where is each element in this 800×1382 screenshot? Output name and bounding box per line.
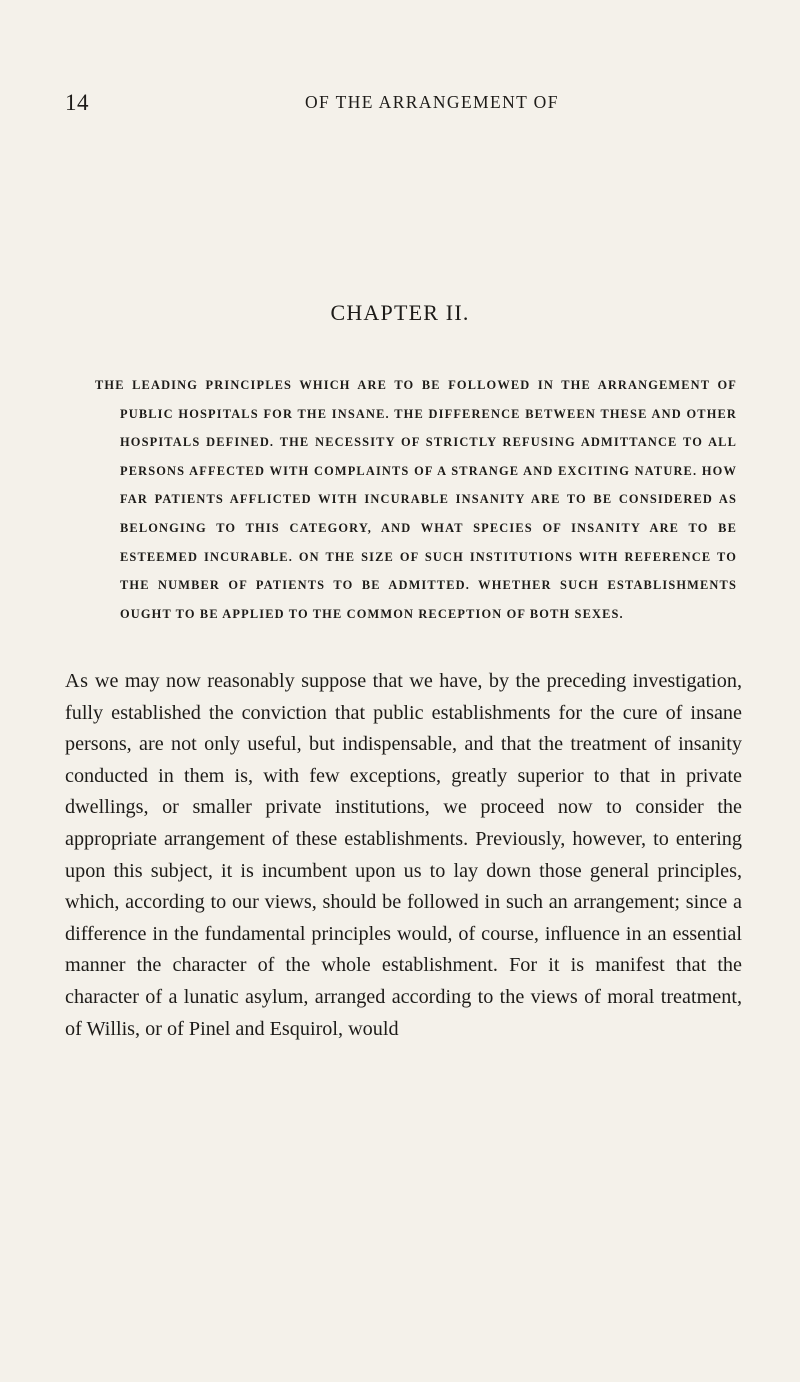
- running-head-title: OF THE ARRANGEMENT OF: [305, 92, 559, 112]
- body-paragraph: [65, 666, 742, 1045]
- chapter-title: CHAPTER II.: [330, 300, 470, 325]
- chapter-summary: THE LEADING PRINCIPLES WHICH ARE TO BE FOLLOWED IN THE ARRANGEMENT OF PUBLIC HOSPITALS FOR THE INSANE. THE DIFFERENCE BETWEEN THESE AND OTHER HOSPITALS DEFINED. THE NECESSITY OF STRICTLY REFUSING ADMITTANCE TO ALL PERSONS AFFECTED WITH COMPLAINTS OF A STRANGE AND EXCITING NATURE. HOW FAR PATIENTS AFFLICTED WITH INCURABLE INSANITY ARE TO BE CONSIDERED AS BELONGING TO THIS CATEGORY, AND WHAT SPECIES OF INSANITY ARE TO BE ESTEEMED INCURABLE. ON THE SIZE OF SUCH INSTITUTIONS WITH REFERENCE TO THE NUMBER OF PATIENTS TO BE ADMITTED. WHETHER SUCH ESTABLISHMENTS OUGHT TO BE APPLIED TO THE COMMON RECEPTION OF BOTH SEXES.: [95, 378, 737, 621]
- page-number: 14: [65, 90, 89, 115]
- paragraph-text: we may now reasonably suppose that we have, by the preceding investigation, fully established the conviction that public establishments for the cure of insane persons, are not only useful, but indispensable, and that the treatment of insanity conducted in them is, with few exceptions, greatly superior to that in private dwellings, or smaller private institutions, we proceed now to consider the appropriate arrangement of these establishments. Previously, however, to entering upon this subject, it is incumbent upon us to lay down those general principles, which, according to our views, should be followed in such an arrangement; since a difference in the fundamental principles would, of course, influence in an essential manner the character of the whole establishment. For it is manifest that the character of a lunatic asylum, arranged according to the views of moral treatment, of Willis, or of Pinel and Esquirol, would: [65, 670, 742, 1040]
- opening-word: As: [65, 670, 89, 692]
- running-head: [0, 90, 800, 120]
